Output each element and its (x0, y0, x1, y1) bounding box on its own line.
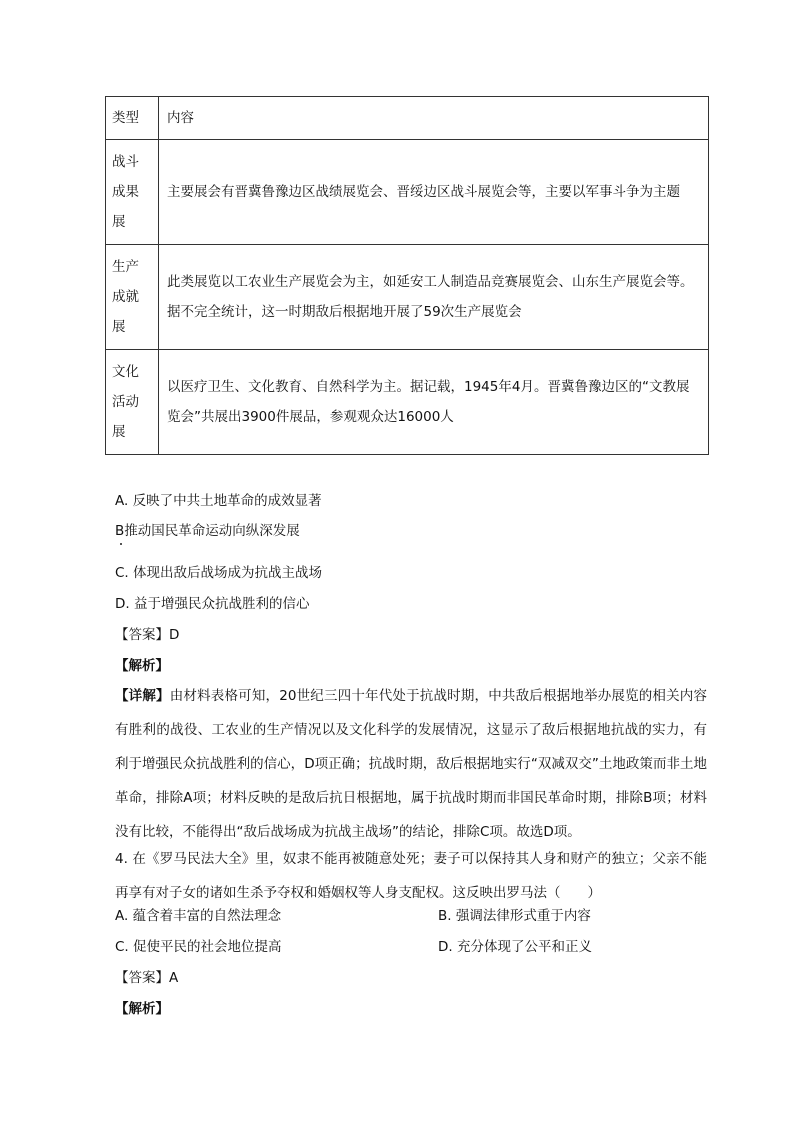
q3-answer: 【答案】D (115, 627, 180, 643)
table-header-row (106, 97, 709, 140)
q4-option-b: B. 强调法律形式重于内容 (438, 908, 591, 924)
header-type-cell: 类型 (106, 97, 159, 140)
detail-label: 【详解】 (115, 688, 170, 704)
table-row (106, 140, 709, 245)
detail-text: 由材料表格可知，20世纪三四十年代处于抗战时期，中共敌后根据地举办展览的相关内容有胜利的战役、工农业的生产情况以及文化科学的发展情况，这显示了敌后根据地抗战的实力，有利于增强民众抗战胜利的信心，D项正确；抗战时期，敌后根据地实行“双减双交”土地政策而非土地革命，排除A项；材料反映的是敌后抗日根据地，属于抗战时期而非国民革命时期，排除B项；材料没有比较，不能得出“敌后战场成为抗战主战场”的结论，排除C项。故选D项。 (115, 688, 707, 840)
q3-option-d: D. 益于增强民众抗战胜利的信心 (115, 596, 310, 612)
q4-answer: 【答案】A (115, 970, 179, 986)
row-content-cell: 此类展览以工农业生产展览会为主，如延安工人制造品竞赛展览会、山东生产展览会等。据不完全统计，这一时期敌后根据地开展了59次生产展览会 (159, 245, 709, 350)
row-content-cell: 以医疗卫生、文化教育、自然科学为主。据记载，1945年4月。晋冀鲁豫边区的“文教展览会”共展出3900件展品，参观观众达16000人 (159, 350, 709, 455)
table-row (106, 245, 709, 350)
q3-option-c: C. 体现出敌后战场成为抗战主战场 (115, 565, 323, 581)
header-content-cell: 内容 (159, 97, 709, 140)
exhibition-table (105, 96, 709, 455)
stray-mark (120, 543, 122, 545)
row-type-cell: 战斗成果展 (106, 140, 159, 245)
q4-stem: 4. 在《罗马民法大全》里，奴隶不能再被随意处死；妻子可以保持其人身和财产的独立；父亲不能再享有对子女的诸如生杀予夺权和婚姻权等人身支配权。这反映出罗马法（ ） (115, 851, 707, 901)
row-type-cell: 文化活动展 (106, 350, 159, 455)
q4-option-d: D. 充分体现了公平和正义 (438, 939, 592, 955)
q3-option-a: A. 反映了中共土地革命的成效显著 (115, 493, 322, 509)
q3-analysis-heading: 【解析】 (115, 658, 169, 674)
q3-option-b: B推动国民革命运动向纵深发展 (115, 523, 300, 539)
table-row (106, 350, 709, 455)
q4-analysis-heading: 【解析】 (115, 1001, 169, 1017)
q4-option-a: A. 蕴含着丰富的自然法理念 (115, 908, 282, 924)
q4-option-c: C. 促使平民的社会地位提高 (115, 939, 282, 955)
q3-detail (115, 679, 707, 849)
row-type-cell: 生产成就展 (106, 245, 159, 350)
row-content-cell: 主要展会有晋冀鲁豫边区战绩展览会、晋绥边区战斗展览会等，主要以军事斗争为主题 (159, 140, 709, 245)
